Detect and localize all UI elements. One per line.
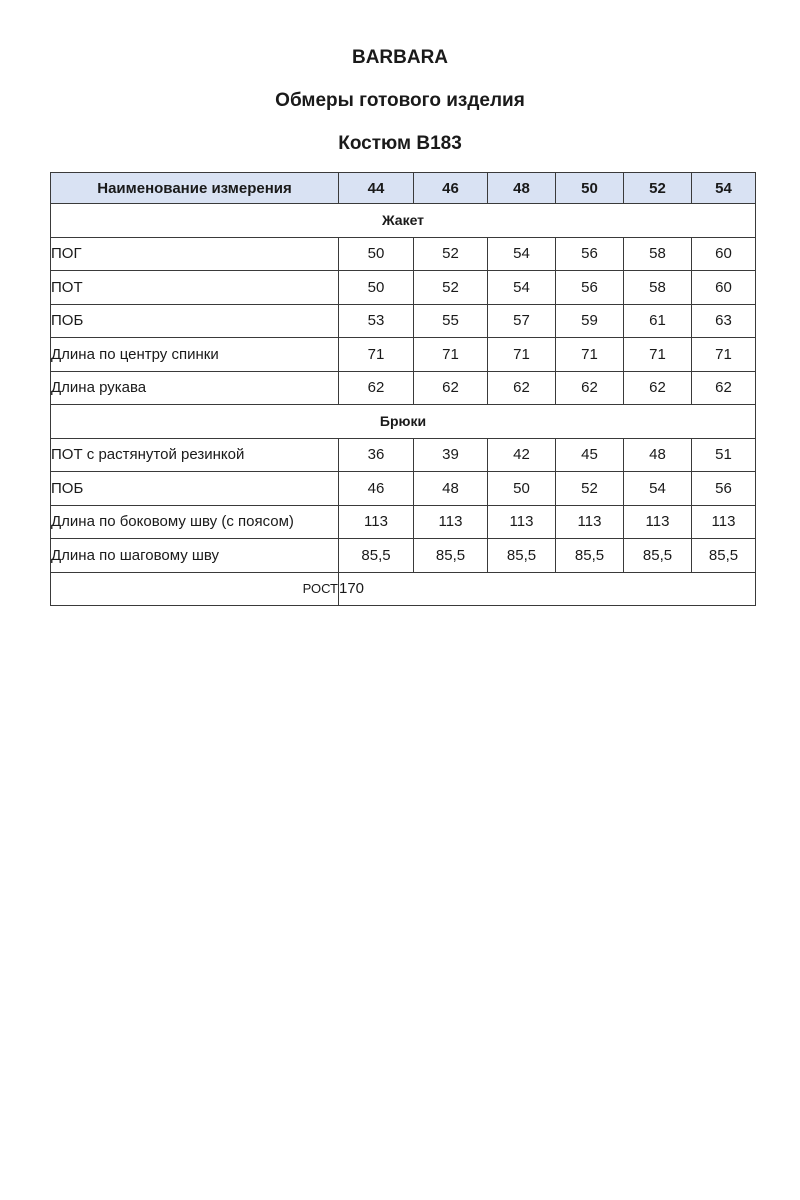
section-row [51, 405, 756, 439]
table-row [51, 304, 756, 338]
measurement-value: 85,5 [414, 539, 488, 573]
measurement-value: 50 [339, 237, 414, 271]
measurement-value: 58 [624, 237, 692, 271]
brand-title: BARBARA [351, 47, 449, 68]
measurement-value: 71 [339, 338, 414, 372]
measurement-value: 54 [624, 472, 692, 506]
table-row [51, 438, 756, 472]
model-title: Костюм В183 [338, 133, 462, 154]
measurement-value: 62 [339, 371, 414, 405]
table-body [51, 204, 756, 606]
measurement-value: 60 [692, 271, 756, 305]
measurements-table [50, 172, 756, 606]
name-column-header: Наименование измерения [51, 173, 339, 204]
measurement-name: ПОГ [51, 237, 339, 271]
measurement-value: 48 [624, 438, 692, 472]
table-row [51, 371, 756, 405]
rost-value: 170 [339, 572, 756, 606]
measurement-value: 71 [692, 338, 756, 372]
table-row [51, 472, 756, 506]
measurement-value: 48 [414, 472, 488, 506]
measurement-value: 52 [414, 237, 488, 271]
measurement-value: 54 [488, 271, 556, 305]
measurement-name: Длина по шаговому шву [51, 539, 339, 573]
measurement-value: 56 [556, 271, 624, 305]
measurement-value: 85,5 [488, 539, 556, 573]
table-row [51, 237, 756, 271]
measurement-value: 54 [488, 237, 556, 271]
measurement-value: 113 [488, 505, 556, 539]
rost-row [51, 572, 756, 606]
measurement-value: 71 [624, 338, 692, 372]
measurement-value: 85,5 [339, 539, 414, 573]
table-row [51, 539, 756, 573]
measurement-value: 56 [692, 472, 756, 506]
measurement-name: ПОБ [51, 304, 339, 338]
measurement-value: 46 [339, 472, 414, 506]
measurement-value: 62 [556, 371, 624, 405]
measurement-value: 113 [556, 505, 624, 539]
document-subtitle: Обмеры готового изделия [275, 90, 525, 111]
measurement-value: 36 [339, 438, 414, 472]
measurement-value: 62 [692, 371, 756, 405]
measurement-value: 85,5 [556, 539, 624, 573]
measurement-name: ПОБ [51, 472, 339, 506]
measurement-value: 113 [624, 505, 692, 539]
rost-label: РОСТ [51, 572, 339, 606]
header-row [51, 173, 756, 204]
measurement-value: 39 [414, 438, 488, 472]
measurement-value: 85,5 [624, 539, 692, 573]
size-header: 48 [488, 173, 556, 204]
size-header: 44 [339, 173, 414, 204]
measurement-value: 52 [414, 271, 488, 305]
measurement-value: 62 [414, 371, 488, 405]
measurement-value: 113 [414, 505, 488, 539]
measurement-value: 85,5 [692, 539, 756, 573]
measurement-value: 53 [339, 304, 414, 338]
measurement-value: 51 [692, 438, 756, 472]
measurement-value: 62 [624, 371, 692, 405]
measurement-value: 59 [556, 304, 624, 338]
section-title: Брюки [51, 405, 756, 439]
measurement-value: 52 [556, 472, 624, 506]
measurement-value: 57 [488, 304, 556, 338]
size-header: 50 [556, 173, 624, 204]
measurement-value: 45 [556, 438, 624, 472]
measurement-value: 60 [692, 237, 756, 271]
measurement-value: 50 [339, 271, 414, 305]
measurement-value: 58 [624, 271, 692, 305]
measurement-value: 113 [339, 505, 414, 539]
measurement-value: 55 [414, 304, 488, 338]
measurement-name: ПОТ с растянутой резинкой [51, 438, 339, 472]
measurement-name: Длина по боковому шву (с поясом) [51, 505, 339, 539]
measurement-name: ПОТ [51, 271, 339, 305]
size-header: 54 [692, 173, 756, 204]
measurement-name: Длина рукава [51, 371, 339, 405]
measurement-value: 71 [414, 338, 488, 372]
section-title: Жакет [51, 204, 756, 238]
table-row [51, 271, 756, 305]
size-header: 46 [414, 173, 488, 204]
measurement-value: 42 [488, 438, 556, 472]
table-row [51, 338, 756, 372]
section-row [51, 204, 756, 238]
measurement-value: 56 [556, 237, 624, 271]
measurement-value: 62 [488, 371, 556, 405]
measurement-value: 71 [488, 338, 556, 372]
measurement-value: 71 [556, 338, 624, 372]
measurement-value: 63 [692, 304, 756, 338]
size-header: 52 [624, 173, 692, 204]
measurement-name: Длина по центру спинки [51, 338, 339, 372]
measurement-value: 113 [692, 505, 756, 539]
measurement-value: 61 [624, 304, 692, 338]
measurement-value: 50 [488, 472, 556, 506]
table-row [51, 505, 756, 539]
